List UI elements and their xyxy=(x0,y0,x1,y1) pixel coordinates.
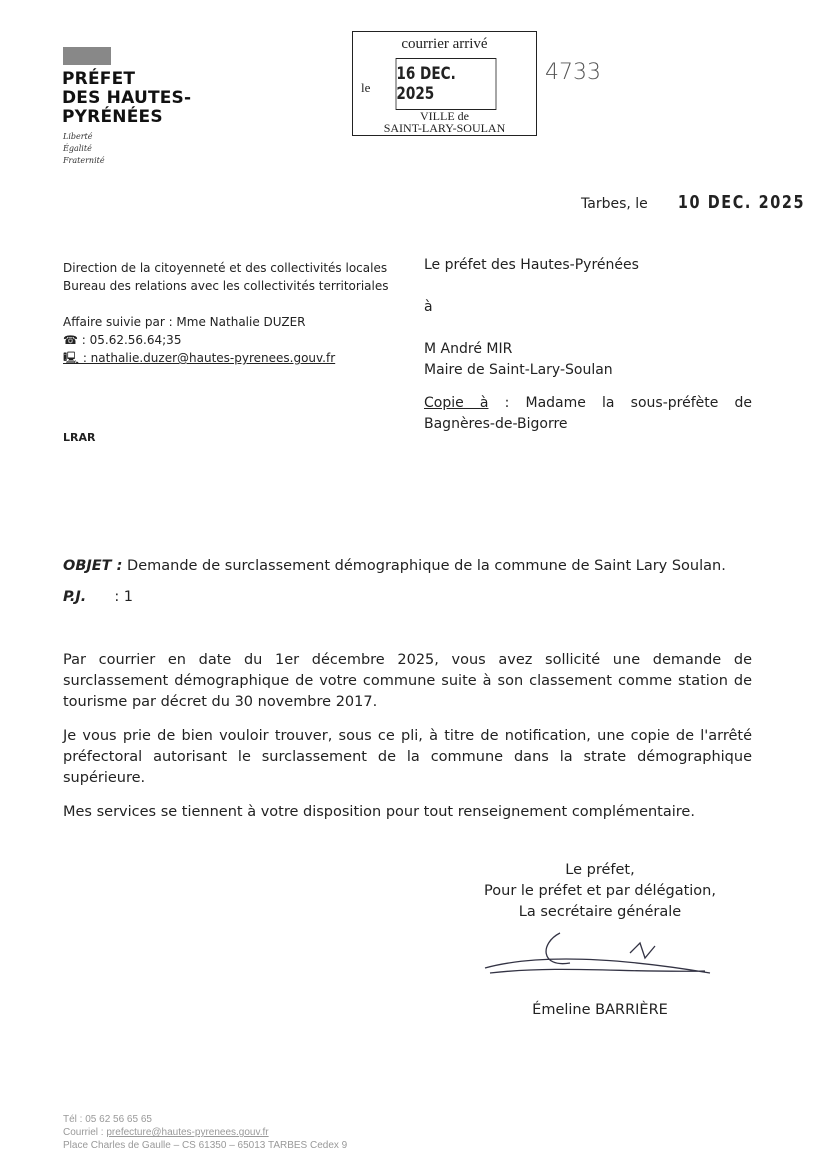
copie-text: : Madame la sous-préfète de Bagnères-de-Bigorre xyxy=(424,395,752,432)
recipient-block xyxy=(424,255,752,435)
pj-value: : 1 xyxy=(114,589,134,605)
stamp-ville: VILLE de xyxy=(420,109,469,123)
footer-tel: Tél : 05 62 56 65 65 xyxy=(63,1114,152,1125)
affaire-suivie: Affaire suivie par : Mme Nathalie DUZER xyxy=(63,315,306,329)
logo-line: PYRÉNÉES xyxy=(62,107,163,127)
signatory-name: Émeline BARRIÈRE xyxy=(532,1002,668,1018)
paragraph: Je vous prie de bien vouloir trouver, sous ce pli, à titre de notification, une copie de l'arrêté préfectoral autorisant le surclassement de la commune dans la strate démographique supérieure. xyxy=(63,728,752,786)
prefecture-logo-text xyxy=(62,70,191,127)
objet xyxy=(63,556,726,577)
stamp-commune xyxy=(353,110,536,134)
sig-line: Pour le préfet et par délégation, xyxy=(484,883,716,899)
date-place: Tarbes, le xyxy=(581,196,648,212)
handwritten-number: 4733 xyxy=(545,60,601,85)
stamp-title: courrier arrivé xyxy=(401,36,488,52)
phone: ☎ : 05.62.56.64;35 xyxy=(63,333,182,347)
stamp-le: le xyxy=(361,80,371,95)
footer-email-link[interactable]: prefecture@hautes-pyrenees.gouv.fr xyxy=(106,1127,269,1138)
copie-label: Copie à xyxy=(424,395,489,411)
recipient-name: M André MIR xyxy=(424,341,513,357)
logo-line: DES HAUTES- xyxy=(62,88,192,108)
footer-address: Place Charles de Gaulle – CS 61350 – 65013 TARBES Cedex 9 xyxy=(63,1140,348,1151)
direction: Direction de la citoyenneté et des collectivités locales xyxy=(63,261,388,275)
a-label: à xyxy=(424,299,433,315)
logo-line: PRÉFET xyxy=(62,69,136,89)
motto xyxy=(63,131,105,167)
paragraph: Mes services se tiennent à votre disposition pour tout renseignement complémentaire. xyxy=(63,804,695,820)
sender-block xyxy=(63,259,389,367)
pj xyxy=(63,587,133,608)
date-stamp: 10 DEC. 2025 xyxy=(677,192,805,213)
received-stamp xyxy=(352,31,537,136)
signature-block xyxy=(440,860,760,1021)
email-link[interactable]: 🖳 : nathalie.duzer@hautes-pyrenees.gouv.fr xyxy=(63,351,336,365)
handwritten-signature xyxy=(480,923,720,993)
sig-line: Le préfet, xyxy=(565,862,635,878)
motto-line: Liberté xyxy=(63,132,93,141)
stamp-commune-name: SAINT-LARY-SOULAN xyxy=(383,121,506,135)
paragraph: Par courrier en date du 1er décembre 2025, vous avez sollicité une demande de surclassement démographique de votre commune suite à son classement comme station de tourisme par décret du 30 novembre 2017. xyxy=(63,652,752,710)
date-line xyxy=(581,192,821,213)
objet-label: OBJET : xyxy=(63,558,123,574)
footer xyxy=(63,1113,347,1152)
lrar: LRAR xyxy=(63,431,96,444)
motto-line: Égalité xyxy=(63,144,92,153)
stamp-date: 16 DEC. 2025 xyxy=(396,58,497,110)
sender-title: Le préfet des Hautes-Pyrénées xyxy=(424,257,639,273)
footer-courriel-label: Courriel : xyxy=(63,1127,107,1138)
letter-body xyxy=(63,650,752,836)
objet-text: Demande de surclassement démographique de la commune de Saint Lary Soulan. xyxy=(122,558,726,574)
recipient-title: Maire de Saint-Lary-Soulan xyxy=(424,362,613,378)
motto-line: Fraternité xyxy=(63,156,105,165)
marianne-logo xyxy=(63,47,111,65)
sig-line: La secrétaire générale xyxy=(518,904,682,920)
bureau: Bureau des relations avec les collectivités territoriales xyxy=(63,279,389,293)
pj-label: P.J. xyxy=(63,589,87,605)
